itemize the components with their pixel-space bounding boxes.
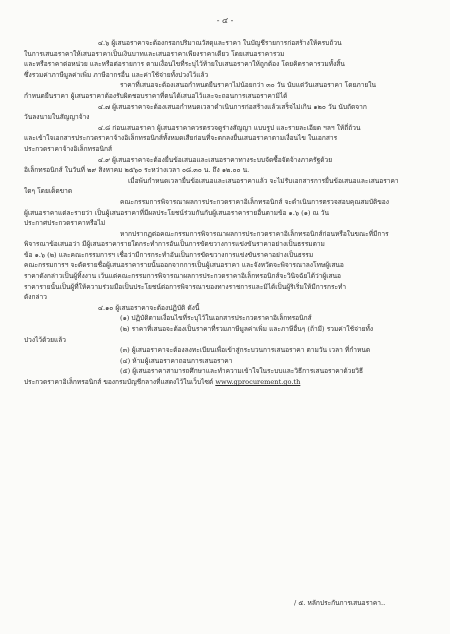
- paragraph-line: และหรือราคาต่อหน่วย และหรือต่อรายการ ตามเงื่อนไขที่ระบุไว้ท้ายใบเสนอราคาให้ถูกต้อง โดยคิดราคารวมทั้งสิ้น: [24, 60, 345, 69]
- paragraph-line: และเข้าใจเอกสารประกวดราคาจ้างอิเล็กทรอนิกส์ทั้งหมดเสียก่อนที่จะตกลงยื่นเสนอราคาตามเงื่อนไข ในเอกสาร: [24, 134, 338, 143]
- paragraph-line: ราคาดังกล่าวเป็นผู้ทิ้งงาน เว้นแต่คณะกรรมการพิจารณาผลการประกวดราคาอิเล็กทรอนิกส์จะวินิจฉัยได้ว่าผู้เสนอ: [24, 272, 342, 281]
- paragraph-line: พิจารณาข้อเสนอว่า มีผู้เสนอราคารายใดกระทำการอันเป็นการขัดขวางการแข่งขันราคาอย่างเป็นธรรมตาม: [24, 240, 325, 249]
- paragraph-line: ประกาศประกวดราคาหรือไม่: [24, 219, 106, 228]
- paragraph-line: ดังกล่าว: [24, 293, 47, 302]
- paragraph-line: (๓) ผู้เสนอราคาจะต้องลงทะเบียนเพื่อเข้าสู่กระบวนการเสนอราคา ตามวัน เวลา ที่กำหนด: [120, 346, 371, 355]
- paragraph-line: เมื่อพ้นกำหนดเวลายื่นข้อเสนอและเสนอราคาแล้ว จะไม่รับเอกสารการยื่นข้อเสนอและเสนอราคา: [128, 176, 399, 185]
- paragraph-line: ๔.๘ ก่อนเสนอราคา ผู้เสนอราคาควรตรวจดูร่างสัญญา แบบรูป และรายละเอียด ฯลฯ ให้ถี่ถ้วน: [98, 123, 361, 132]
- document-body: [24, 38, 422, 388]
- website-link[interactable]: www.gprocurement.go.th: [215, 378, 301, 386]
- paragraph-line: ผู้เสนอราคาแต่ละรายว่า เป็นผู้เสนอราคาที่มีผลประโยชน์ร่วมกันกับผู้เสนอราคารายอื่นตามข้อ ๑.๖ (๑) ณ วัน: [24, 208, 329, 217]
- paragraph-line: ๔.๙ ผู้เสนอราคาจะต้องยื่นข้อเสนอและเสนอราคาทางระบบจัดซื้อจัดจ้างภาครัฐด้วย: [98, 155, 333, 164]
- paragraph-line: วันลงนามในสัญญาจ้าง: [24, 113, 90, 122]
- paragraph-line: อิเล็กทรอนิกส์ ในวันที่ ๒๙ สิงหาคม ๒๕๖๐ ระหว่างเวลา ๐๘.๓๐ น. ถึง ๑๒.๐๐ น.: [24, 166, 250, 175]
- continuation-note: / ๕. หลักประกันการเสนอราคา..: [294, 599, 386, 607]
- paragraph-line: ๔.๗ ผู้เสนอราคาจะต้องเสนอกำหนดเวลาดำเนินการก่อสร้างแล้วเสร็จไม่เกิน ๑๒๐ วัน นับถัดจาก: [98, 102, 367, 111]
- paragraph-line: คณะกรรมการฯ จะตัดรายชื่อผู้เสนอราคารายนั้นออกจากการเป็นผู้เสนอราคา และจังหวัดจะพิจารณาลงโทษผู้เสนอ: [24, 261, 344, 270]
- paragraph-line: คณะกรรมการพิจารณาผลการประกวดราคาอิเล็กทรอนิกส์ จะดำเนินการตรวจสอบคุณสมบัติของ: [120, 197, 389, 206]
- paragraph-line: ราคาที่เสนอจะต้องเสนอกำหนดยืนราคาไม่น้อยกว่า ๓๐ วัน นับแต่วันเสนอราคา โดยภายใน: [120, 81, 377, 90]
- paragraph-line: หากปรากฏต่อคณะกรรมการพิจารณาผลการประกวดราคาอิเล็กทรอนิกส์ก่อนหรือในขณะที่มีการ: [120, 229, 389, 238]
- paragraph-line: กำหนดยืนราคา ผู้เสนอราคาต้องรับผิดชอบราคาที่ตนได้เสนอไว้และจะถอนการเสนอราคามิได้: [24, 91, 288, 100]
- page-number: - ๔ -: [216, 16, 234, 25]
- paragraph-line: (๕) ผู้เสนอราคาสามารถศึกษาและทำความเข้าใจในระบบและวิธีการเสนอราคาด้วยวิธี: [120, 367, 363, 376]
- paragraph-line: (๑) ปฏิบัติตามเงื่อนไขที่ระบุไว้ในเอกสารประกวดราคาอิเล็กทรอนิกส์: [120, 314, 312, 323]
- paragraph-line: ข้อ ๑.๖ (๒) และคณะกรรมการฯ เชื่อว่ามีการกระทำอันเป็นการขัดขวางการแข่งขันราคาอย่างเป็นธรรม: [24, 250, 314, 259]
- paragraph-line: ๔.๖ ผู้เสนอราคาจะต้องกรอกปริมาณวัสดุและราคา ในบัญชีรายการก่อสร้างให้ครบถ้วน: [98, 39, 342, 47]
- paragraph-line: ซึ่งรวมค่าภาษีมูลค่าเพิ่ม ภาษีอากรอื่น และค่าใช้จ่ายทั้งปวงไว้แล้ว: [24, 70, 209, 79]
- paragraph-line: ในการเสนอราคาให้เสนอราคาเป็นเงินบาทและเสนอราคาเพียงราคาเดียว โดยเสนอราคารวม: [24, 49, 285, 58]
- paragraph-line: (๔) ห้ามผู้เสนอราคาถอนการเสนอราคา: [120, 356, 233, 365]
- paragraph-line: (๒) ราคาที่เสนอจะต้องเป็นราคาที่รวมภาษีมูลค่าเพิ่ม และภาษีอื่นๆ (ถ้ามี) รวมค่าใช้จ่ายทั้ง: [120, 325, 374, 334]
- paragraph-line: ราคารายนั้นเป็นผู้ที่ให้ความร่วมมือเป็นประโยชน์ต่อการพิจารณาของทางราชการและมิได้เป็นผู้ริเริ่มให้มีการกระทำ: [24, 282, 347, 291]
- paragraph-line: ๔.๑๐ ผู้เสนอราคาจะต้องปฏิบัติ ดังนี้: [98, 303, 200, 312]
- paragraph-line: ปวงไว้ด้วยแล้ว: [24, 335, 66, 344]
- paragraph-line: [24, 377, 422, 388]
- line-text: ประกวดราคาอิเล็กทรอนิกส์ ของกรมบัญชีกลางที่แสดงไว้ในเว็บไซต์: [24, 378, 216, 386]
- paragraph-line: ใดๆ โดยเด็ดขาด: [24, 187, 73, 196]
- paragraph-line: ประกวดราคาจ้างอิเล็กทรอนิกส์: [24, 144, 113, 153]
